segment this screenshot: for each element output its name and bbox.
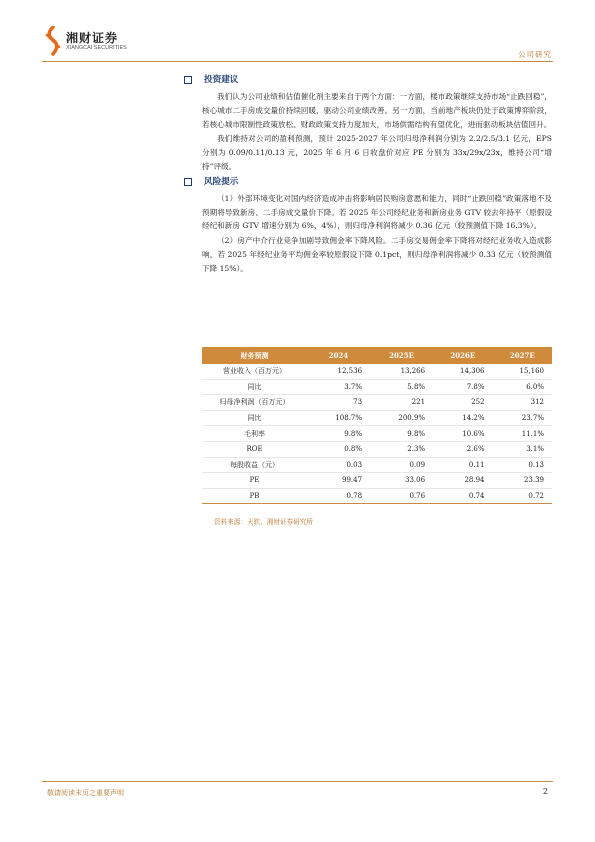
row-label: 每股收益（元） bbox=[202, 457, 307, 473]
table-cell: 23.39 bbox=[493, 473, 552, 489]
table-cell: 312 bbox=[493, 395, 552, 411]
table-row bbox=[202, 395, 552, 411]
table-cell: 0.13 bbox=[493, 457, 552, 473]
logo-text-cn: 湘财证券 bbox=[66, 31, 119, 45]
section-title: 投资建议 bbox=[204, 75, 239, 85]
table-row bbox=[202, 488, 552, 504]
table-cell: 14.2% bbox=[433, 410, 492, 426]
row-label: PE bbox=[202, 473, 307, 489]
page-number: 2 bbox=[542, 787, 548, 796]
table-cell: 15,160 bbox=[493, 364, 552, 379]
table-cell: 73 bbox=[307, 395, 370, 411]
table-cell: 14,306 bbox=[433, 364, 492, 379]
table-cell: 0.8% bbox=[307, 441, 370, 457]
main-content bbox=[202, 72, 552, 277]
column-header: 2025E bbox=[370, 347, 433, 364]
row-label: 归母净利润（百万元） bbox=[202, 395, 307, 411]
section-title: 风险提示 bbox=[204, 176, 239, 187]
table-cell: 3.7% bbox=[307, 379, 370, 395]
footer-disclaimer: 敬请阅读末页之重要声明 bbox=[47, 789, 124, 797]
table-row bbox=[202, 441, 552, 457]
table-cell: 23.7% bbox=[493, 410, 552, 426]
table-cell: 0.78 bbox=[307, 488, 370, 504]
table-cell: 200.9% bbox=[370, 410, 433, 426]
row-label: 同比 bbox=[202, 379, 307, 395]
column-header: 2027E bbox=[493, 347, 552, 364]
table-cell: 2.3% bbox=[370, 441, 433, 457]
section-heading-risk bbox=[184, 176, 552, 188]
table-row bbox=[202, 426, 552, 442]
table-cell: 12,536 bbox=[307, 364, 370, 379]
paragraph: （2）房产中介行业竞争加剧导致佣金率下降风险。二手房交易佣金率下降将对经纪业务收入造成影响，若 2025 年经纪业务平均佣金率较原假设下降 0.1pct，则归母净利润将减少 0.33 亿元（较预测值下降 15%）。 bbox=[202, 236, 552, 273]
table-cell: 3.1% bbox=[493, 441, 552, 457]
table-cell: 2.6% bbox=[433, 441, 492, 457]
financial-forecast-table bbox=[202, 347, 552, 504]
column-header: 2026E bbox=[433, 347, 492, 364]
table-cell: 99.47 bbox=[307, 473, 370, 489]
table-cell: 0.03 bbox=[307, 457, 370, 473]
table-header-row bbox=[202, 347, 552, 364]
table-cell: 28.94 bbox=[433, 473, 492, 489]
table-row bbox=[202, 364, 552, 379]
checkbox-bullet-icon bbox=[184, 178, 192, 186]
table-cell: 11.1% bbox=[493, 426, 552, 442]
row-label: 同比 bbox=[202, 410, 307, 426]
table-cell: 10.6% bbox=[433, 426, 492, 442]
table-cell: 13,266 bbox=[370, 364, 433, 379]
table-source-note: 资料来源：天软、湘财证券研究所 bbox=[214, 518, 313, 526]
table-cell: 33.06 bbox=[370, 473, 433, 489]
table-cell: 6.0% bbox=[493, 379, 552, 395]
table-cell: 0.09 bbox=[370, 457, 433, 473]
column-header: 财务预测 bbox=[202, 347, 307, 364]
paragraph: 我们认为公司业绩和估值催化剂主要来自于两个方面：一方面，楼市政策继续支持市场“止跌回稳”，核心城市二手房成交量价持续回暖，驱动公司业绩改善。另一方面，当前地产板块仍处于政策博弈阶段，若核心城市限制性政策放松、财政政策支持力度加大，市场供需结构有望优化，进而驱动板块估值回升。 bbox=[202, 92, 552, 129]
section-heading-investment bbox=[184, 74, 552, 86]
paragraph: （1）外部环境变化对国内经济造成冲击将影响居民购房意愿和能力，同时“止跌回稳”政策落地不及预期将导致新房、二手房成交量价下降。若 2025 年公司经纪业务和新房业务 GTV 较去年持平（原假设经纪和新房 GTV 增速分别为 6%、4%），则归母净利润将减少 0.36 亿元（较预测值下降 16.3%）。 bbox=[202, 193, 552, 231]
row-label: ROE bbox=[202, 441, 307, 457]
table-cell: 221 bbox=[370, 395, 433, 411]
table-cell: 9.8% bbox=[307, 426, 370, 442]
row-label: 毛利率 bbox=[202, 426, 307, 442]
paragraph: 我们维持对公司的盈利预测，预计 2025-2027 年公司归母净利润分别为 2.2/2.5/3.1 亿元，EPS 分别为 0.09/0.11/0.13 元，2025 年 6 月 6 日收盘价对应 PE 分别为 33x/29x/23x，维持公司“增持”评级。 bbox=[202, 134, 552, 171]
table-cell: 0.72 bbox=[493, 488, 552, 504]
table-row bbox=[202, 457, 552, 473]
header-divider bbox=[42, 61, 553, 62]
table-cell: 7.8% bbox=[433, 379, 492, 395]
footer-divider bbox=[42, 781, 553, 782]
row-label: 营业收入（百万元） bbox=[202, 364, 307, 379]
table-cell: 5.8% bbox=[370, 379, 433, 395]
logo-mark-icon bbox=[44, 26, 62, 56]
checkbox-bullet-icon bbox=[184, 76, 192, 84]
company-logo bbox=[44, 26, 134, 56]
table-cell: 0.74 bbox=[433, 488, 492, 504]
table-row bbox=[202, 379, 552, 395]
table-cell: 0.11 bbox=[433, 457, 492, 473]
table-cell: 108.7% bbox=[307, 410, 370, 426]
column-header: 2024 bbox=[307, 347, 370, 364]
table-row bbox=[202, 410, 552, 426]
table-row bbox=[202, 473, 552, 489]
row-label: PB bbox=[202, 488, 307, 504]
table-cell: 0.76 bbox=[370, 488, 433, 504]
logo-text-en: XIANGCAI SECURITIES bbox=[66, 45, 127, 51]
table-cell: 252 bbox=[433, 395, 492, 411]
table-cell: 9.8% bbox=[370, 426, 433, 442]
report-category: 公司研究 bbox=[518, 50, 552, 59]
